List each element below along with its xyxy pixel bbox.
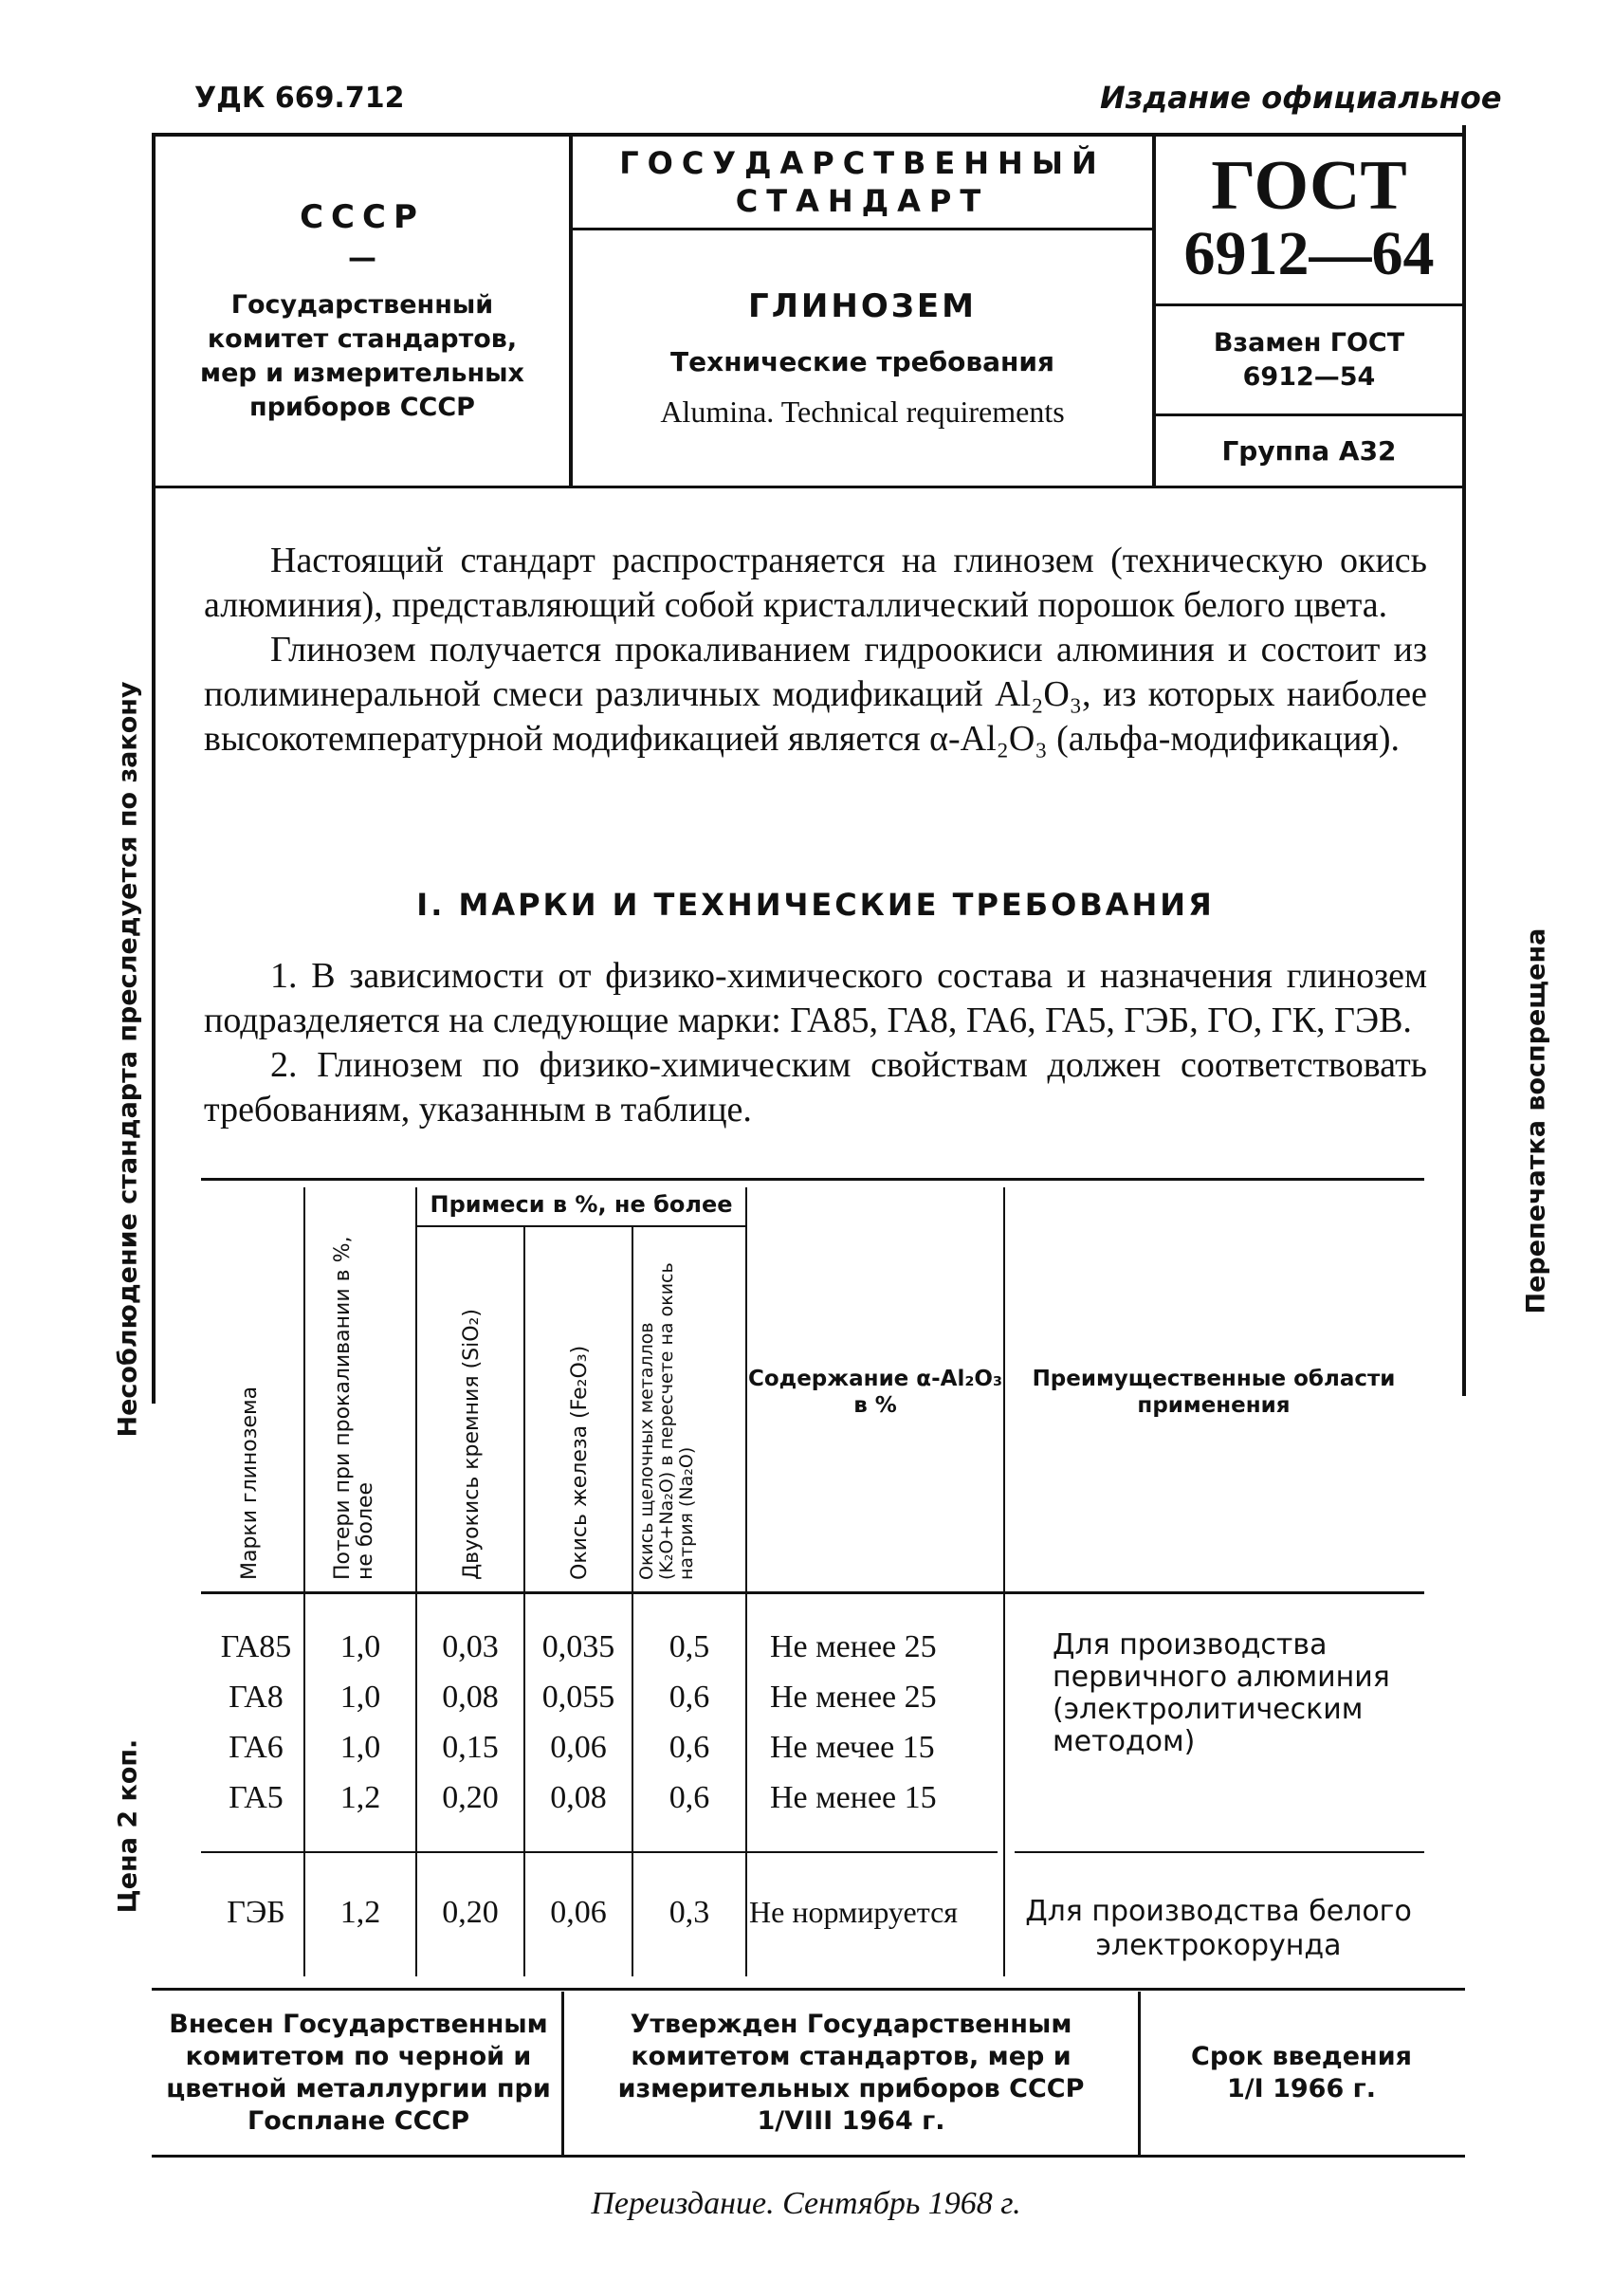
intro-paragraph-1: Настоящий стандарт распространяется на глинозем (техническую окись алюминия), представляющий собой кристаллический порошок белого цвета.	[204, 541, 1427, 625]
cell-grade: ГА6	[229, 1730, 284, 1765]
left-margin-law-note: Несоблюдение стандарта преследуется по закону	[113, 681, 143, 1438]
cell-fe2o3: 0,08	[550, 1780, 607, 1815]
cell-fe2o3: 0,055	[541, 1680, 615, 1715]
header-left-cell	[156, 137, 569, 486]
intro-text	[204, 539, 1427, 762]
cell-grade: ГЭБ	[227, 1895, 285, 1930]
cell-sio2: 0,20	[442, 1895, 499, 1930]
cell-alkali: 0,6	[669, 1780, 710, 1815]
effective-cell	[1141, 1992, 1462, 2155]
cell-alkali: 0,5	[669, 1629, 710, 1664]
intro-paragraph-2: Глинозем получается прокаливанием гидроокиси алюминия и состоит из полиминеральной смеси различных модификаций Al₂O₃, из которых наиболее высокотемпературной модификацией является α-Al₂O₃ (альфа-модификация).	[204, 630, 1427, 759]
committee-label: Государственный комитет стандартов, мер и измерительных приборов СССР	[200, 289, 524, 422]
standard-type: ГОСУДАРСТВЕННЫЙ СТАНДАРТ	[619, 145, 1106, 219]
cell-alpha: Не мечее 15	[770, 1730, 935, 1765]
approved-cell	[564, 1992, 1138, 2155]
col-header-grade: Марки глинозема	[238, 1386, 262, 1580]
cell-usage: Для производства белого электрокорунда	[1025, 1895, 1412, 1962]
gost-number: 6912—64	[1183, 219, 1435, 288]
reissue-note: Переиздание. Сентябрь 1968 г.	[591, 2186, 1021, 2221]
cell-sio2: 0,08	[442, 1680, 499, 1715]
col-header-fe2o3: Окись железа (Fe₂O₃)	[568, 1345, 592, 1580]
cell-sio2: 0,20	[442, 1780, 499, 1815]
cell-alpha: Не менее 15	[770, 1780, 937, 1815]
cell-fe2o3: 0,06	[550, 1895, 607, 1930]
col-header-alpha: Содержание α-Al₂O₃ в %	[747, 1367, 1003, 1418]
document-title: ГЛИНОЗЕМ	[748, 286, 977, 325]
section-paragraph-2: 2. Глинозем по физико-химическим свойствам должен соответствовать требованиям, указанным в таблице.	[204, 1045, 1427, 1130]
introduced-by: Внесен Государственным комитетом по черной и цветной металлургии при Госплане СССР	[166, 2010, 551, 2136]
cell-alpha: Не нормируется	[749, 1895, 958, 1929]
usage-primary-aluminum: Для производства первичного алюминия (электролитическим методом)	[1053, 1628, 1390, 1758]
approved-by: Утвержден Государственным комитетом стандартов, мер и измерительных приборов СССР 1/VIII 1964 г.	[617, 2010, 1085, 2136]
section-heading: I. МАРКИ И ТЕХНИЧЕСКИЕ ТРЕБОВАНИЯ	[416, 887, 1215, 923]
cell-alkali: 0,6	[669, 1730, 710, 1765]
cell-loss: 1,0	[339, 1730, 381, 1765]
col-header-loss: Потери при прокаливании в %, не более	[331, 1236, 377, 1580]
left-margin-price: Цена 2 коп.	[113, 1738, 143, 1914]
edition-note: Издание официальное	[1100, 80, 1502, 116]
col-header-sio2: Двуокись кремния (SiO₂)	[460, 1309, 484, 1580]
cell-alkali: 0,3	[669, 1895, 710, 1930]
section-text	[204, 954, 1427, 1132]
country-dash: —	[348, 241, 376, 275]
title-cell	[573, 230, 1152, 486]
introduced-cell	[156, 1992, 561, 2155]
col-header-alkali: Окись щелочных металлов (K₂O+Na₂O) в пересчете на окись натрия (Na₂O)	[636, 1262, 697, 1580]
group-cell	[1156, 416, 1462, 486]
replaces-cell	[1156, 306, 1462, 413]
cell-grade: ГА85	[220, 1629, 292, 1664]
cell-grade: ГА5	[229, 1780, 284, 1815]
english-title: Alumina. Technical requirements	[660, 394, 1065, 429]
col-header-impurities: Примеси в %, не более	[430, 1191, 733, 1218]
document-subtitle: Технические требования	[670, 345, 1054, 377]
cell-alpha: Не менее 25	[770, 1629, 937, 1664]
gost-label: ГОСТ	[1211, 147, 1407, 225]
replaces-label: Взамен ГОСТ 6912—54	[1213, 327, 1405, 392]
col-header-usage: Преимущественные области применения	[1032, 1367, 1396, 1418]
cell-loss: 1,0	[339, 1680, 381, 1715]
cell-fe2o3: 0,035	[541, 1629, 615, 1664]
cell-loss: 1,2	[339, 1780, 381, 1815]
effective-date: Срок введения 1/I 1966 г.	[1191, 2042, 1412, 2103]
gost-number-cell	[1156, 137, 1462, 303]
cell-alpha: Не менее 25	[770, 1680, 937, 1715]
section-paragraph-1: 1. В зависимости от физико-химического состава и назначения глинозем подразделяется на следующие марки: ГА85, ГА8, ГА6, ГА5, ГЭБ, ГО, ГК, ГЭВ.	[204, 956, 1427, 1040]
cell-loss: 1,0	[339, 1629, 381, 1664]
cell-fe2o3: 0,06	[550, 1730, 607, 1765]
cell-alkali: 0,6	[669, 1680, 710, 1715]
cell-grade: ГА8	[229, 1680, 284, 1715]
group-label: Группа А32	[1221, 435, 1397, 467]
standard-type-cell	[573, 137, 1152, 228]
cell-sio2: 0,03	[442, 1629, 499, 1664]
right-margin-reprint-note: Перепечатка воспрещена	[1521, 928, 1551, 1314]
cell-loss: 1,2	[339, 1895, 381, 1930]
udk-code: УДК 669.712	[194, 82, 405, 115]
country-label: СССР	[300, 197, 425, 236]
cell-sio2: 0,15	[442, 1730, 499, 1765]
